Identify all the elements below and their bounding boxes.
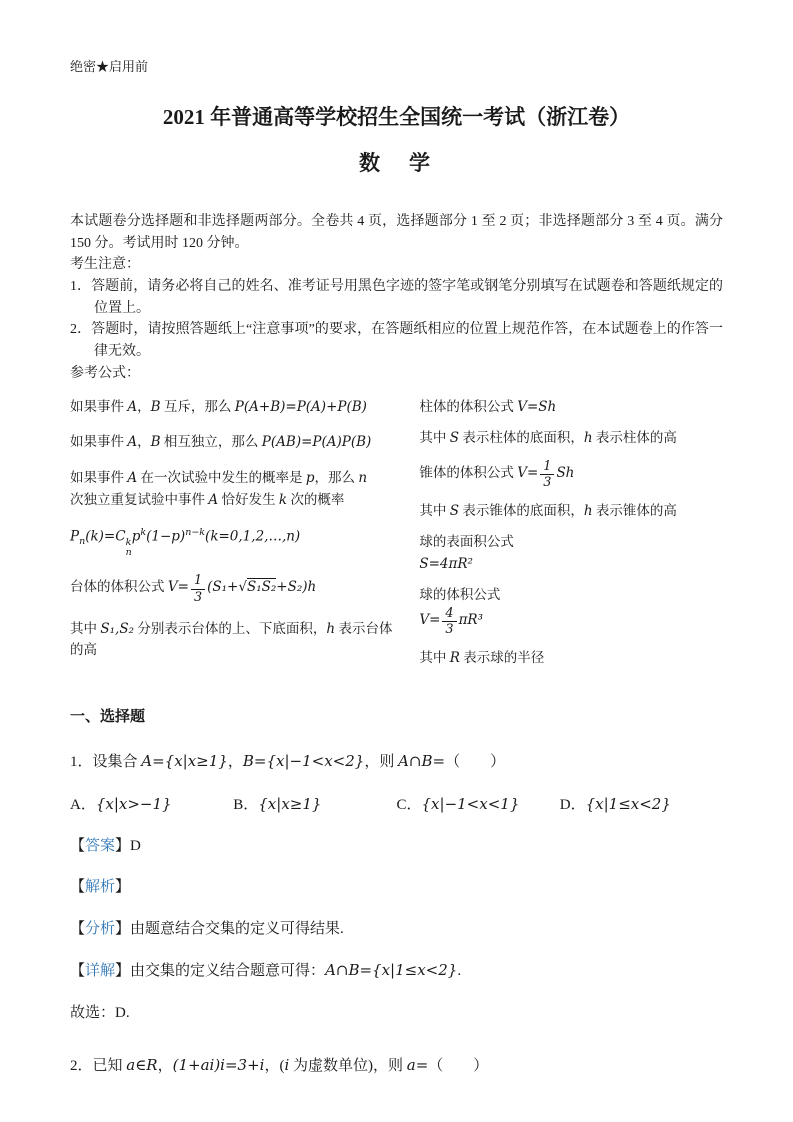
math-fragment: k <box>278 492 288 509</box>
text-fragment: 【 <box>70 963 86 980</box>
text-fragment: 表示锥体的底面积， <box>458 502 584 518</box>
math-fragment: (1+ai)i=3+i <box>172 1056 265 1075</box>
formula-line-sphere-volume-label <box>419 585 723 605</box>
math-fragment: S₁,S₂ <box>100 621 134 638</box>
superscript: k <box>140 526 147 538</box>
classification-label: 绝密★启用前 <box>70 59 149 74</box>
math-fragment: Sh <box>556 464 575 481</box>
formula-line-cone-volume <box>419 460 723 490</box>
exam-title: 2021 年普通高等学校招生全国统一考试（浙江卷） <box>162 105 631 129</box>
math-fragment: {x|x>−1} <box>95 794 172 813</box>
text-fragment: 球的体积公式 <box>419 587 501 603</box>
text-fragment: 其中 <box>419 649 450 665</box>
formula-line-mutually-exclusive <box>70 397 405 418</box>
question-1-options <box>70 793 723 814</box>
notice-item-2: 2．答题时，请按照答题纸上“注意事项”的要求，在答题纸相应的位置上规范作答，在本试题卷上的作答一律无效。 <box>70 322 723 360</box>
math-fragment: B <box>150 434 161 451</box>
formula-line-independent <box>70 432 405 453</box>
math-fragment: P <box>70 528 80 545</box>
text-fragment: 台体的体积公式 <box>70 579 168 595</box>
math-fragment: V=Sh <box>517 398 557 415</box>
reference-formulas <box>70 397 723 680</box>
text-fragment: B． <box>233 796 259 813</box>
radicand: S₁S₂ <box>246 579 277 596</box>
text-fragment: ， <box>157 1058 173 1075</box>
text-fragment: 故选：D. <box>70 1004 130 1021</box>
notice-item-1: 1．答题前，请务必将自己的姓名、准考证号用黑色字迹的签字笔或钢笔分别填写在试题卷和答题纸规定的位置上。 <box>70 279 723 316</box>
question-1-analysis-line <box>70 918 723 941</box>
text-fragment: （ ） <box>445 754 506 771</box>
formula-line-sphere-surface-label <box>419 532 723 552</box>
math-fragment: A={x|x≥1} <box>141 752 228 771</box>
subject-title: 数 学 <box>359 151 434 175</box>
fraction-numerator: 4 <box>442 607 456 622</box>
text-fragment: 1．设集合 <box>70 754 142 771</box>
text-fragment: 】 <box>115 879 131 896</box>
text-fragment: 2．已知 <box>70 1058 127 1075</box>
text-fragment: 互斥，那么 <box>160 398 235 414</box>
text-fragment: 恰好发生 <box>218 492 279 508</box>
math-fragment: A∩B= <box>398 752 446 771</box>
math-fragment: {x|1≤x<2} <box>585 794 671 813</box>
math-fragment: R <box>449 649 460 666</box>
text-fragment: 分别表示台体的上、下底面积， <box>134 621 327 637</box>
option-a <box>70 793 233 814</box>
subscript: n <box>79 535 86 547</box>
math-fragment: V= <box>517 464 539 481</box>
square-root <box>238 579 276 594</box>
formula-line-frustum-note <box>70 619 405 659</box>
text-fragment: （ ） <box>428 1058 489 1075</box>
text-fragment: 】 <box>115 920 131 937</box>
math-fragment: p <box>131 528 141 545</box>
fraction <box>191 574 205 604</box>
math-fragment: S <box>449 502 459 519</box>
text-fragment: 柱体的体积公式 <box>419 398 518 414</box>
math-fragment: a∈R <box>126 1056 158 1075</box>
formula-line-sphere-surface <box>419 554 723 575</box>
highlighted-keyword: 解析 <box>85 879 116 896</box>
formulas-heading: 参考公式： <box>70 365 140 381</box>
math-fragment: (k)=C <box>85 528 126 545</box>
math-fragment: {x|−1<x<1} <box>421 794 520 813</box>
formulas-right-column <box>419 397 723 680</box>
superscript: n−k <box>185 526 206 538</box>
math-fragment: πR³ <box>458 611 484 628</box>
formula-line-binomial <box>70 526 405 560</box>
question-1-analysis-tag <box>70 876 723 899</box>
math-fragment: S=4πR² <box>419 555 473 572</box>
text-fragment: 由交集的定义结合题意可得： <box>130 963 326 980</box>
section-heading-multiple-choice: 一、选择题 <box>70 709 146 726</box>
math-fragment: A <box>127 434 138 451</box>
question-1-conclusion-line <box>70 1002 723 1025</box>
text-fragment: 由题意结合交集的定义可得结果. <box>130 920 344 937</box>
radical-sign-icon: √ <box>238 579 247 596</box>
fraction-numerator: 1 <box>540 460 554 475</box>
text-fragment: ， <box>137 398 151 414</box>
text-fragment: C． <box>396 796 422 813</box>
math-fragment: +S₂)h <box>276 579 317 596</box>
math-fragment: h <box>326 621 336 638</box>
formula-line-sphere-note <box>419 648 723 669</box>
math-fragment: h <box>583 502 593 519</box>
text-fragment: 【 <box>70 879 86 896</box>
text-fragment: 如果事件 <box>70 398 128 414</box>
text-fragment: 如果事件 <box>70 434 128 450</box>
highlighted-keyword: 答案 <box>85 837 116 854</box>
text-fragment: . <box>457 963 462 980</box>
superscript: k <box>125 536 132 548</box>
math-fragment: A <box>127 469 138 486</box>
question-2-stem <box>70 1054 723 1078</box>
formulas-left-column <box>70 397 419 680</box>
math-fragment: a= <box>406 1056 429 1075</box>
math-fragment: n <box>358 469 368 486</box>
fraction <box>540 460 554 490</box>
option-b <box>233 793 396 814</box>
text-fragment: 相互独立，那么 <box>160 434 262 450</box>
fraction <box>442 607 456 637</box>
text-fragment: 次独立重复试验中事件 <box>70 492 209 508</box>
question-1-answer-line <box>70 835 723 858</box>
text-fragment: 【 <box>70 837 86 854</box>
text-fragment: 表示锥体的高 <box>592 502 677 518</box>
text-fragment: 表示柱体的高 <box>592 430 677 446</box>
text-fragment: 其中 <box>419 502 450 518</box>
fraction-denominator: 3 <box>193 589 203 605</box>
question-1-detail-line <box>70 959 723 983</box>
text-fragment: 为虚数单位)，则 <box>289 1058 407 1075</box>
formula-line-binomial-text-2 <box>70 490 405 511</box>
text-fragment: 锥体的体积公式 <box>419 464 518 480</box>
math-fragment: A∩B={x|1≤x<2} <box>325 961 458 980</box>
text-fragment: ， <box>137 434 151 450</box>
text-fragment: 】 <box>115 963 131 980</box>
text-fragment: ，( <box>264 1058 285 1075</box>
math-fragment: (S₁+ <box>207 579 239 596</box>
text-fragment: 其中 <box>419 430 450 446</box>
formula-line-cylinder-note <box>419 428 723 449</box>
subscript: n <box>125 547 132 559</box>
text-fragment: 【 <box>70 920 86 937</box>
math-fragment: V= <box>167 579 189 596</box>
intro-paragraph: 本试题卷分选择题和非选择题两部分。全卷共 4 页，选择题部分 1 至 2 页；非选择题部分 3 至 4 页。满分 150 分。考试用时 120 分钟。 <box>70 214 723 251</box>
formula-line-sphere-volume <box>419 607 723 637</box>
formula-line-binomial-text-1 <box>70 468 405 489</box>
math-fragment: P(AB)=P(A)P(B) <box>261 434 372 451</box>
math-fragment: S <box>449 430 459 447</box>
text-fragment: A． <box>70 796 96 813</box>
text-fragment: D． <box>559 796 586 813</box>
formula-line-cone-note <box>419 501 723 522</box>
text-fragment: ，则 <box>364 754 399 771</box>
fraction-numerator: 1 <box>191 574 205 589</box>
fraction-denominator: 3 <box>445 622 454 638</box>
fraction-denominator: 3 <box>543 475 552 491</box>
text-fragment: 】 <box>115 837 131 854</box>
math-fragment: A <box>127 398 138 415</box>
highlighted-keyword: 详解 <box>85 963 116 980</box>
question-1-stem <box>70 750 723 774</box>
text-fragment: 次的概率 <box>287 492 345 508</box>
text-fragment: ， <box>227 754 243 771</box>
math-fragment: B={x|−1<x<2} <box>242 752 365 771</box>
text-fragment: D <box>130 837 141 854</box>
text-fragment: 在一次试验中发生的概率是 <box>137 469 306 485</box>
text-fragment: ，那么 <box>314 469 359 485</box>
option-c <box>397 793 560 814</box>
math-fragment: V= <box>419 611 441 628</box>
formula-line-frustum-volume <box>70 574 405 604</box>
math-fragment: i <box>284 1056 290 1075</box>
math-fragment: A <box>208 492 219 509</box>
math-fragment: P(A+B)=P(A)+P(B) <box>234 398 367 415</box>
formula-line-cylinder-volume <box>419 397 723 418</box>
text-fragment: 球的表面积公式 <box>419 534 514 550</box>
math-fragment: h <box>583 430 593 447</box>
notice-heading: 考生注意： <box>70 257 140 273</box>
math-fragment: (1−p) <box>146 528 186 545</box>
math-fragment: {x|x≥1} <box>258 794 322 813</box>
math-fragment: p <box>305 469 315 486</box>
math-fragment: B <box>150 398 161 415</box>
text-fragment: 其中 <box>70 621 101 637</box>
highlighted-keyword: 分析 <box>85 920 116 937</box>
text-fragment: 表示球的半径 <box>459 649 545 665</box>
math-fragment: (k=0,1,2,…,n) <box>205 528 301 545</box>
option-d <box>560 793 723 814</box>
text-fragment: 表示柱体的底面积， <box>458 430 584 446</box>
text-fragment: 表示台体的高 <box>70 621 393 657</box>
text-fragment: 如果事件 <box>70 469 128 485</box>
